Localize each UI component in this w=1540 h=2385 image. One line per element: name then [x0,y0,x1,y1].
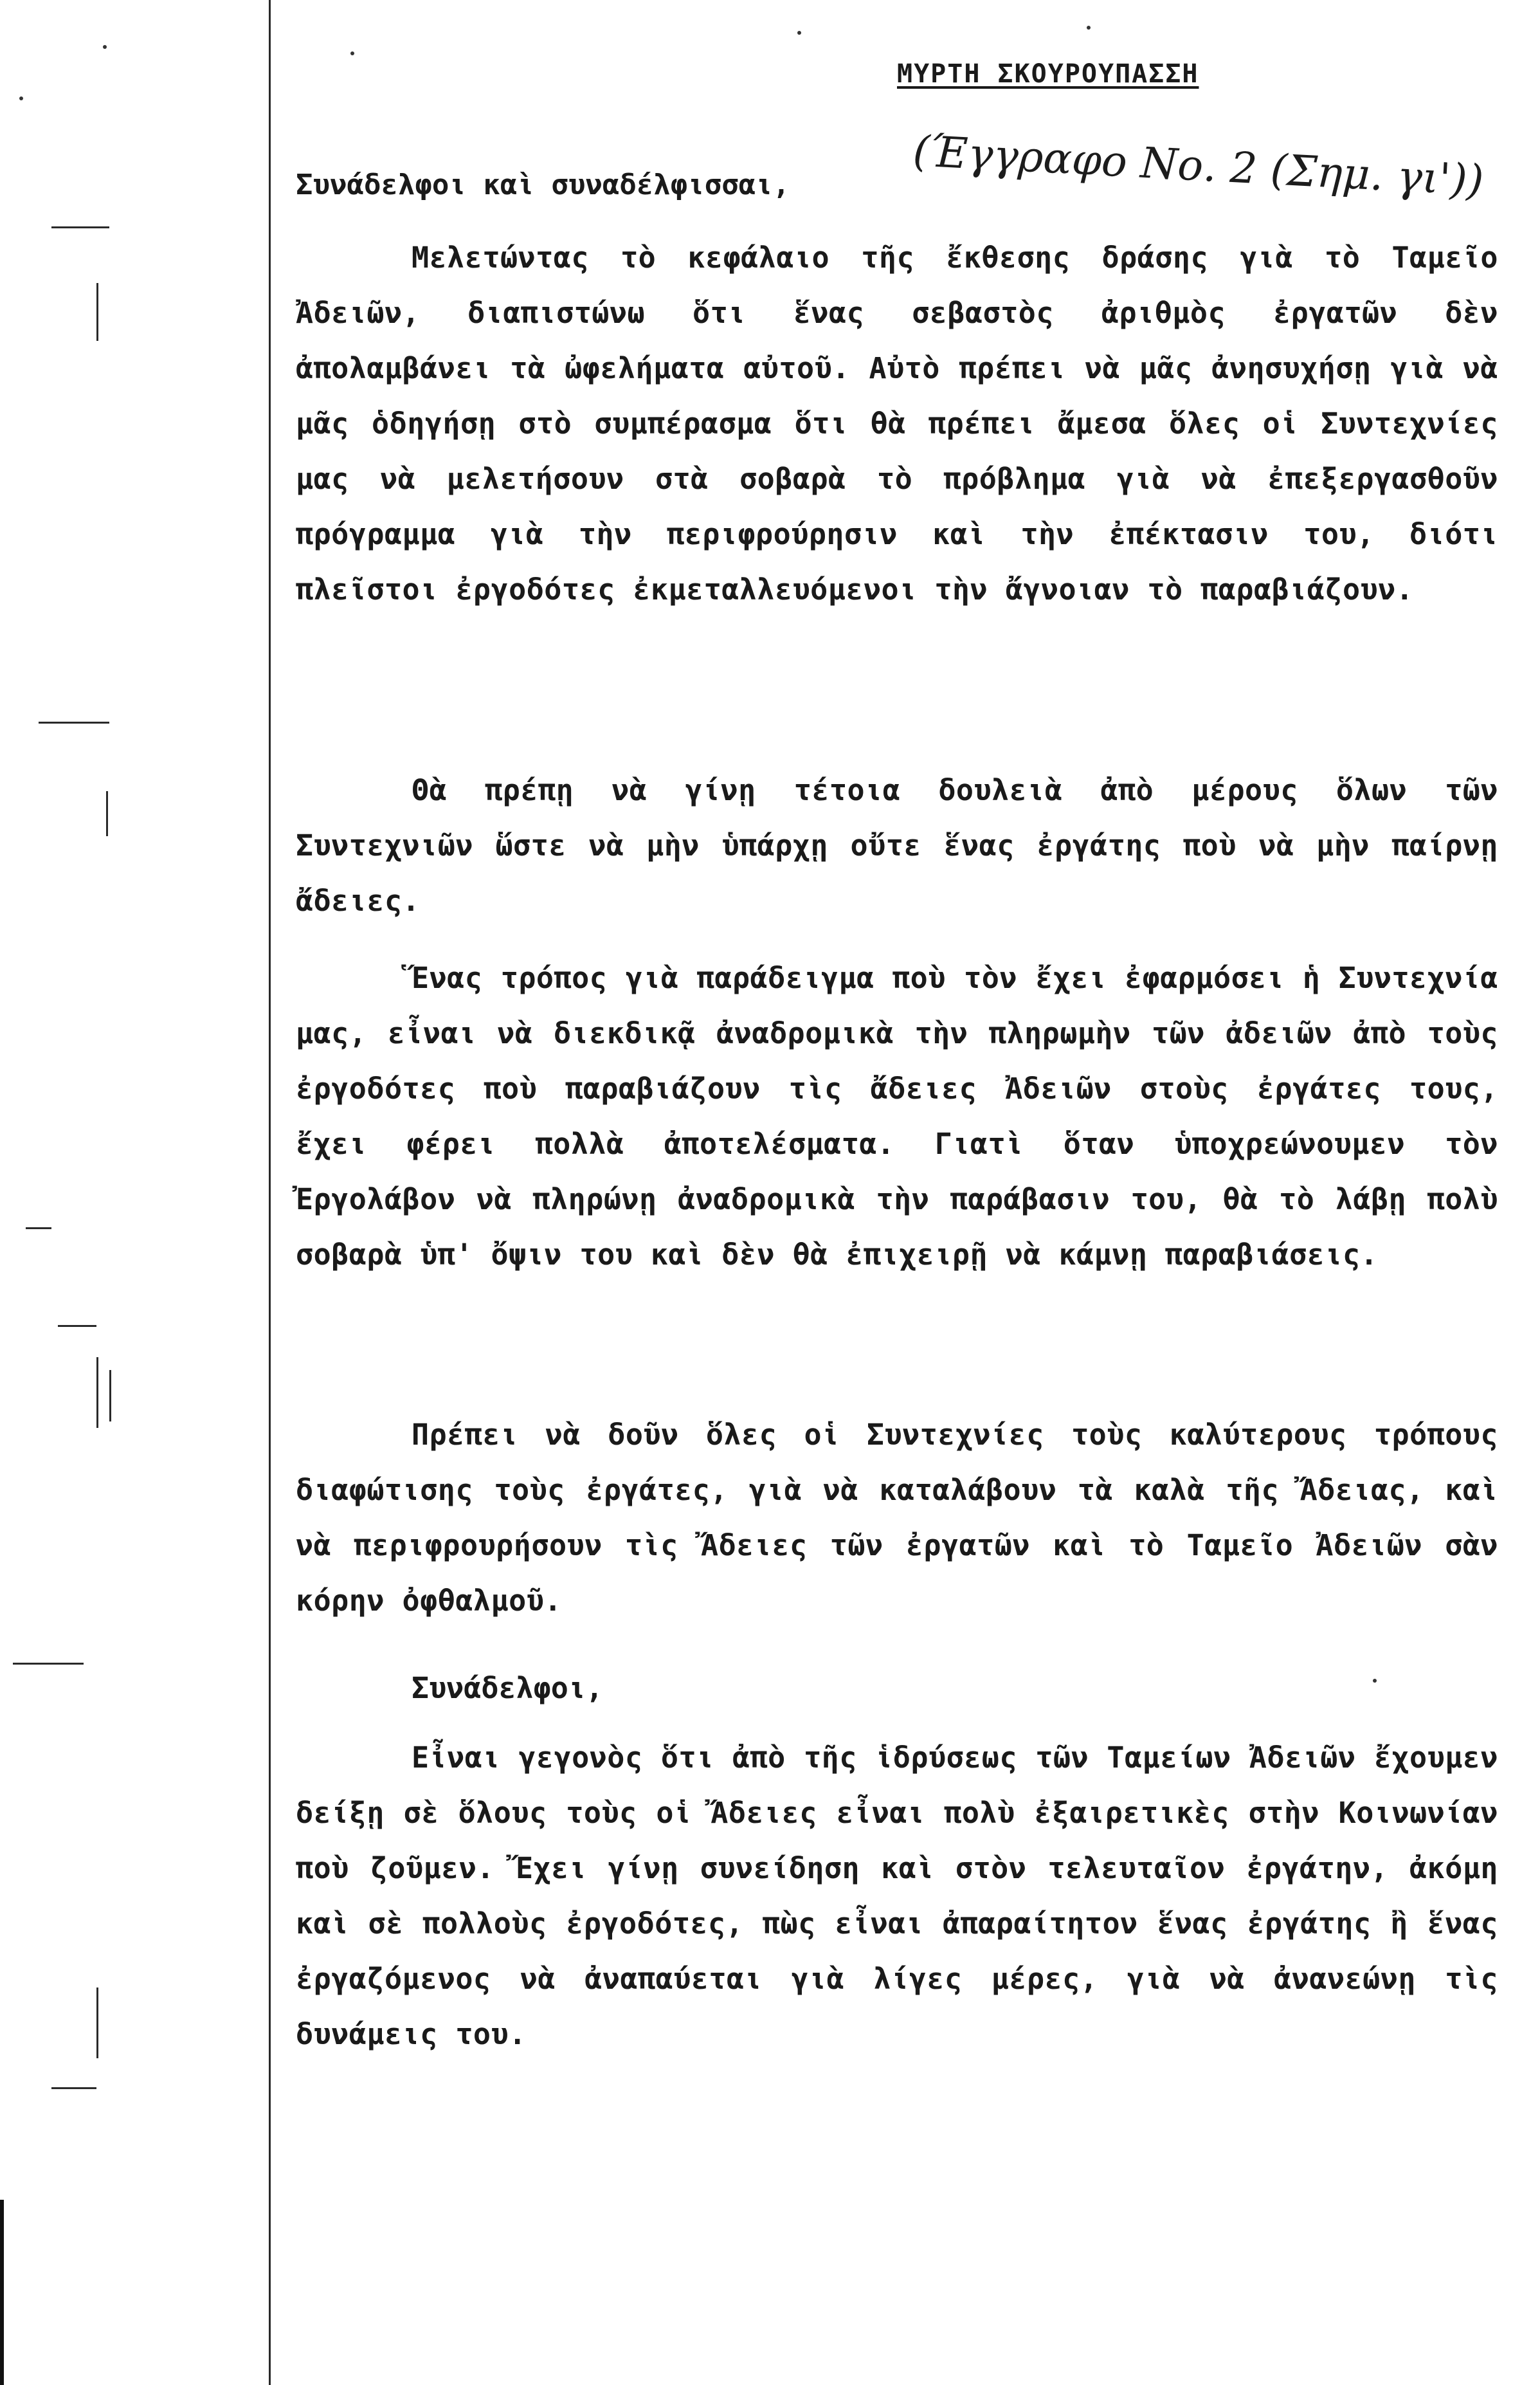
scan-speck [350,51,354,55]
scan-mark [26,1227,51,1229]
scan-speck [1373,1679,1377,1683]
scan-speck [103,45,107,49]
author-header: ΜΥΡΤΗ ΣΚΟΥΡΟΥΠΑΣΣΗ [897,59,1199,89]
scan-speck [19,96,23,100]
scan-mark [96,1357,98,1428]
scan-speck [1087,26,1091,30]
scan-mark [106,791,108,836]
scan-speck [797,31,801,35]
scan-mark [13,1663,84,1665]
paragraph-3: Ἕνας τρόπος γιὰ παράδειγμα ποὺ τὸν ἔχει ἐφαρμόσει ἡ Συντεχνία μας, εἶναι νὰ διεκδικᾷ ἀναδρομικὰ τὴν πληρωμὴν τῶν ἀδειῶν ἀπὸ τοὺς ἐργοδότες ποὺ παραβιάζουν τὶς ἄδειες Ἀδειῶν στοὺς ἐργάτες τους, ἔχει φέρει πολλὰ ἀποτελέσματα. Γιατὶ ὅταν ὑποχρεώνουμεν τὸν Ἐργολάβον νὰ πληρώνῃ ἀναδρομικὰ τὴν παράβασιν του, θὰ τὸ λάβῃ πολὺ σοβαρὰ ὑπ' ὄψιν του καὶ δὲν θὰ ἐπιχειρῇ νὰ κάμνῃ παραβιάσεις. [296,961,1498,1272]
scan-mark [58,1325,96,1327]
handwritten-annotation: (Έγγραφο Νο. 2 (Σημ. γι')) [911,126,1485,206]
scan-mark [51,2087,96,2089]
closing-paragraph: Εἶναι γεγονὸς ὅτι ἀπὸ τῆς ἱδρύσεως τῶν Ταμείων Ἀδειῶν ἔχουμεν δείξῃ σὲ ὅλους τοὺς οἱ Ἄδειες εἶναι πολὺ ἐξαιρετικὲς στὴν Κοινωνίαν ποὺ ζοῦμεν. Ἔχει γίνῃ συνείδηση καὶ στὸν τελευταῖον ἐργάτην, ἀκόμη καὶ σὲ πολλοὺς ἐργοδότες, πὼς εἶναι ἀπαραίτητον ἕνας ἐργάτης ἢ ἕνας ἐργαζόμενος νὰ ἀναπαύεται γιὰ λίγες μέρες, γιὰ νὰ ἀνανεώνῃ τὶς δυνάμεις του. [296,1741,1498,2051]
scan-mark [51,226,109,228]
scan-mark [39,722,109,724]
paragraph-1: Μελετώντας τὸ κεφάλαιο τῆς ἔκθεσης δράσης γιὰ τὸ Ταμεῖο Ἀδειῶν, διαπιστώνω ὅτι ἕνας σεβαστὸς ἀριθμὸς ἐργατῶν δὲν ἀπολαμβάνει τὰ ὠφελήματα αὐτοῦ. Αὐτὸ πρέπει νὰ μᾶς ἀνησυχήσῃ γιὰ νὰ μᾶς ὁδηγήσῃ στὸ συμπέρασμα ὅτι θὰ πρέπει ἄμεσα ὅλες οἱ Συντεχνίες μας νὰ μελετήσουν στὰ σοβαρὰ τὸ πρόβλημα γιὰ νὰ ἐπεξεργασθοῦν πρόγραμμα γιὰ τὴν περιφρούρησιν καὶ τὴν ἐπέκτασιν του, διότι πλεῖστοι ἐργοδότες ἐκμεταλλευόμενοι τὴν ἄγνοιαν τὸ παραβιάζουν. [296,241,1498,607]
scan-mark [96,283,98,341]
page-edge-shadow [0,2200,4,2385]
scan-mark [96,1988,98,2058]
greeting: Συνάδελφοι καὶ συναδέλφισσαι, [296,169,790,201]
margin-line [269,0,271,2385]
salutation: Συνάδελφοι, [412,1671,604,1705]
scan-mark [109,1370,111,1421]
paragraph-4: Πρέπει νὰ δοῦν ὅλες οἱ Συντεχνίες τοὺς καλύτερους τρόπους διαφώτισης τοὺς ἐργάτες, γιὰ νὰ καταλάβουν τὰ καλὰ τῆς Ἄδειας, καὶ νὰ περιφρουρήσουν τὶς Ἄδειες τῶν ἐργατῶν καὶ τὸ Ταμεῖο Ἀδειῶν σὰν κόρην ὀφθαλμοῦ. [296,1418,1498,1618]
paragraph-2: Θὰ πρέπῃ νὰ γίνῃ τέτοια δουλειὰ ἀπὸ μέρους ὅλων τῶν Συντεχνιῶν ὥστε νὰ μὴν ὑπάρχῃ οὔτε ἕνας ἐργάτης ποὺ νὰ μὴν παίρνῃ ἄδειες. [296,773,1498,918]
